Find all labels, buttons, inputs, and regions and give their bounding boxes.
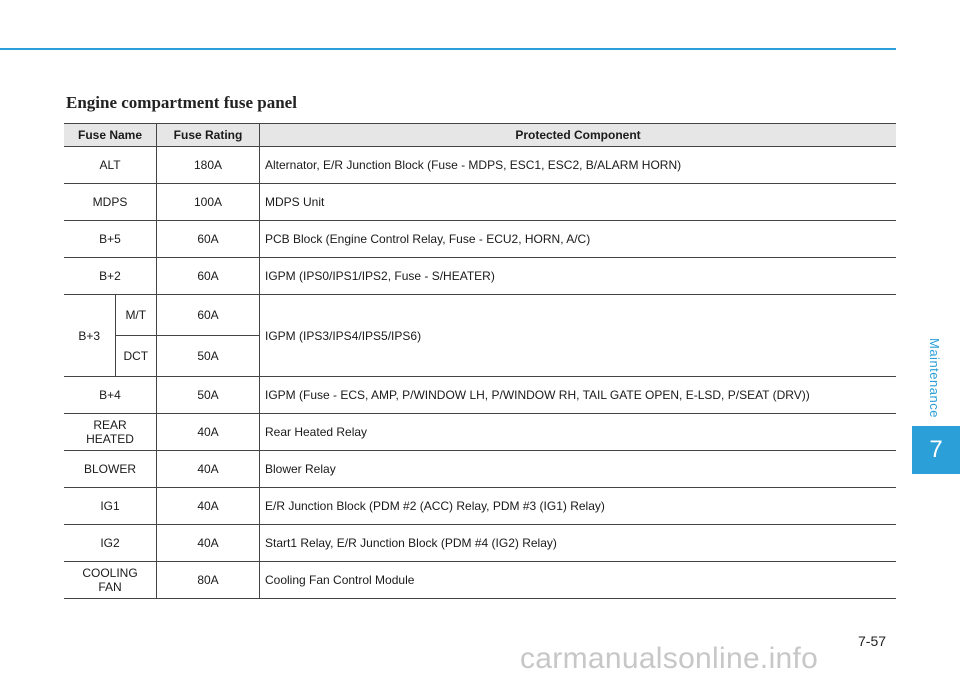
fuse-name: B+5 — [64, 221, 157, 258]
table-row — [64, 184, 896, 221]
fuse-name: IG2 — [64, 525, 157, 562]
fuse-rating: 50A — [157, 336, 260, 377]
watermark: carmanualsonline.info — [520, 642, 819, 675]
fuse-rating: 60A — [157, 295, 260, 336]
table-row — [64, 377, 896, 414]
chapter-number-tab: 7 — [912, 426, 960, 474]
fuse-name-line: FAN — [98, 580, 122, 594]
table-row — [64, 525, 896, 562]
header-fuse-name: Fuse Name — [64, 124, 157, 147]
fuse-variant: M/T — [115, 295, 156, 336]
section-title: Engine compartment fuse panel — [66, 93, 297, 112]
table-row — [64, 258, 896, 295]
table-header-row — [64, 124, 896, 147]
fuse-rating: 40A — [157, 451, 260, 488]
fuse-name — [64, 562, 157, 599]
protected-component: Cooling Fan Control Module — [260, 562, 897, 599]
fuse-rating: 50A — [157, 377, 260, 414]
fuse-name: B+4 — [64, 377, 157, 414]
protected-component: E/R Junction Block (PDM #2 (ACC) Relay, PDM #3 (IG1) Relay) — [260, 488, 897, 525]
fuse-rating: 40A — [157, 525, 260, 562]
fuse-variant: DCT — [115, 336, 156, 377]
protected-component: Alternator, E/R Junction Block (Fuse - MDPS, ESC1, ESC2, B/ALARM HORN) — [260, 147, 897, 184]
fuse-name: ALT — [64, 147, 157, 184]
fuse-name-line: COOLING — [82, 566, 138, 580]
fuse-table — [64, 123, 896, 599]
fuse-rating: 100A — [157, 184, 260, 221]
chapter-side-label: Maintenance — [927, 338, 942, 418]
protected-component: IGPM (IPS3/IPS4/IPS5/IPS6) — [260, 295, 897, 377]
fuse-name: IG1 — [64, 488, 157, 525]
fuse-name: B+3 — [64, 295, 115, 377]
table-row — [64, 147, 896, 184]
fuse-rating: 60A — [157, 221, 260, 258]
table-row — [64, 221, 896, 258]
fuse-name-line: REAR — [93, 418, 127, 432]
table-row — [64, 562, 896, 599]
header-fuse-rating: Fuse Rating — [157, 124, 260, 147]
protected-component: IGPM (Fuse - ECS, AMP, P/WINDOW LH, P/WINDOW RH, TAIL GATE OPEN, E-LSD, P/SEAT (DRV)) — [260, 377, 897, 414]
page-number: 7-57 — [858, 633, 887, 649]
table-row — [64, 295, 896, 336]
fuse-name-line: HEATED — [86, 432, 134, 446]
fuse-name — [64, 414, 157, 451]
protected-component: PCB Block (Engine Control Relay, Fuse - ECU2, HORN, A/C) — [260, 221, 897, 258]
table-row — [64, 488, 896, 525]
protected-component: Rear Heated Relay — [260, 414, 897, 451]
protected-component: IGPM (IPS0/IPS1/IPS2, Fuse - S/HEATER) — [260, 258, 897, 295]
protected-component: Blower Relay — [260, 451, 897, 488]
fuse-name: B+2 — [64, 258, 157, 295]
fuse-rating: 180A — [157, 147, 260, 184]
protected-component: Start1 Relay, E/R Junction Block (PDM #4 (IG2) Relay) — [260, 525, 897, 562]
fuse-name: BLOWER — [64, 451, 157, 488]
fuse-name: MDPS — [64, 184, 157, 221]
protected-component: MDPS Unit — [260, 184, 897, 221]
fuse-rating: 60A — [157, 258, 260, 295]
fuse-rating: 80A — [157, 562, 260, 599]
table-row — [64, 451, 896, 488]
fuse-rating: 40A — [157, 488, 260, 525]
header-rule — [0, 48, 896, 50]
table-row — [64, 414, 896, 451]
header-protected-component: Protected Component — [260, 124, 897, 147]
fuse-rating: 40A — [157, 414, 260, 451]
